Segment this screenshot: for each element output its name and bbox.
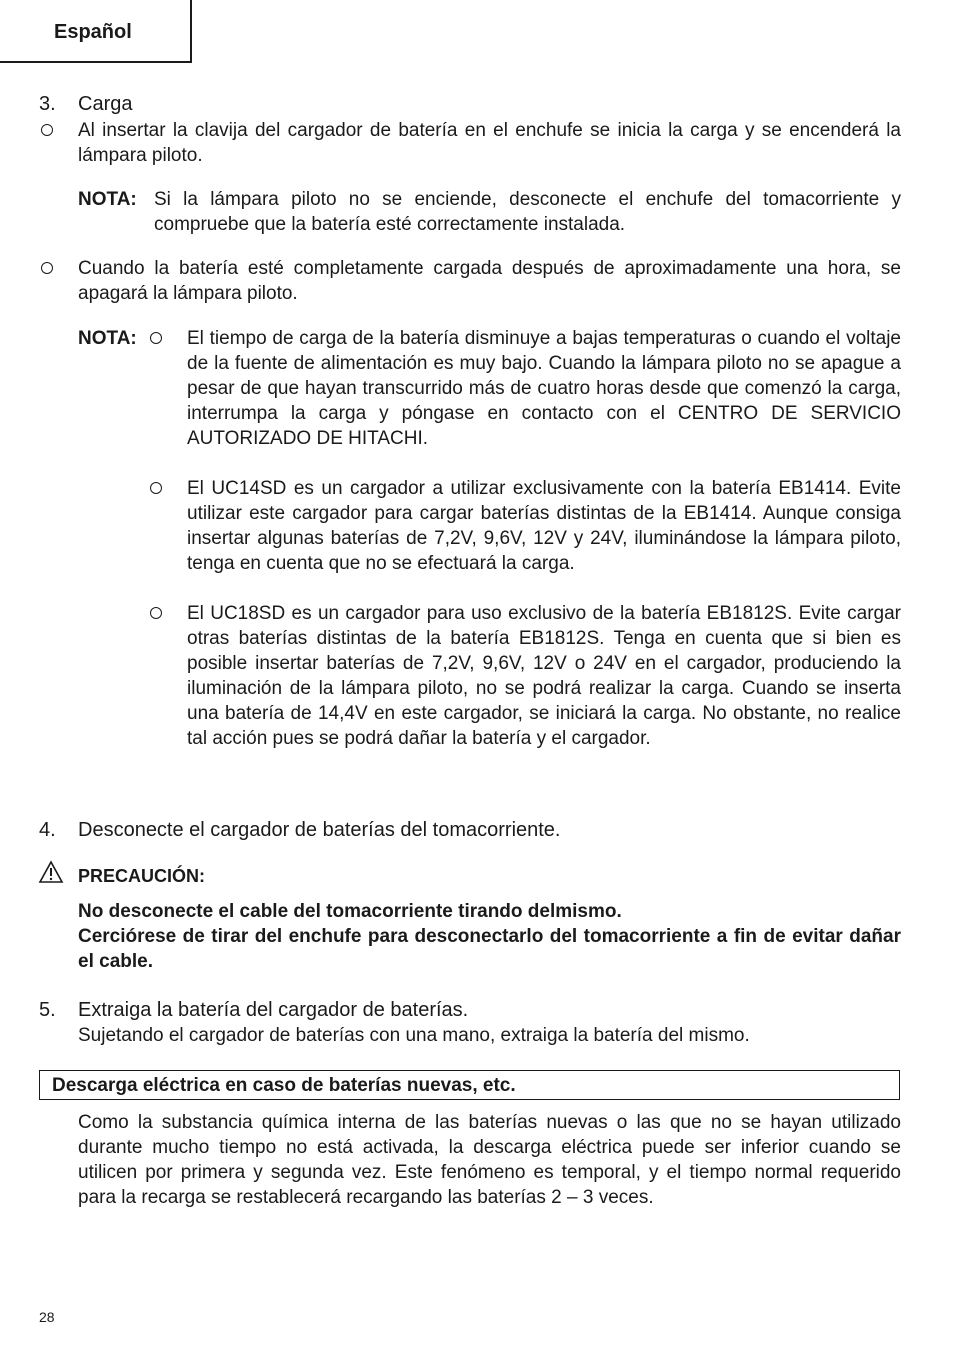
bullet-circle-icon [41, 124, 53, 136]
section-number: 4. [39, 819, 56, 841]
note-label: NOTA: [78, 189, 137, 210]
page-number: 28 [39, 1309, 55, 1325]
bullet-circle-icon [150, 607, 162, 619]
note-label: NOTA: [78, 328, 137, 349]
caution-line-1: No desconecte el cable del tomacorriente tirando delmismo. [78, 901, 622, 922]
note-text: Si la lámpara piloto no se enciende, desconecte el enchufe del tomacorriente y compruebe que la batería esté correctamente instalada. [154, 189, 901, 235]
section-number: 5. [39, 999, 56, 1021]
charging-bullet-1: Al insertar la clavija del cargador de batería en el enchufe se inicia la carga y se encenderá la lámpara piloto. [78, 120, 901, 166]
discharge-heading-box [39, 1070, 900, 1100]
note-item: El UC18SD es un cargador para uso exclusivo de la batería EB1812S. Evite cargar otras baterías distintas de la batería EB1812S. Tenga en cuenta que si bien es posible insertar baterías de 7,2V, 9,6V, 12V o 24V en el cargador, produciendo la iluminación de la lámpara piloto, no se podrá realizar la carga. Cuando se inserta una batería de 14,4V en este cargador, se iniciará la carga. No obstante, no realice tal acción pues se podrá dañar la batería y el cargador. [187, 603, 901, 749]
language-tab [0, 0, 192, 63]
section-title: Carga [78, 93, 133, 115]
section-number: 3. [39, 93, 56, 115]
caution-label: PRECAUCIÓN: [78, 866, 206, 886]
discharge-title: Descarga eléctrica en caso de baterías nuevas, etc. [52, 1075, 516, 1096]
language-label: Español [54, 21, 132, 43]
bullet-circle-icon [41, 262, 53, 274]
bullet-circle-icon [150, 482, 162, 494]
discharge-text: Como la substancia química interna de las baterías nuevas o las que no se hayan utilizado durante mucho tiempo no está activada, la descarga eléctrica puede ser inferior cuando se utilicen por primera y segunda vez. Este fenómeno es temporal, y el tiempo normal requerido para la recarga se restablecerá recargando las baterías 2 – 3 veces. [78, 1112, 901, 1208]
section-title: Extraiga la batería del cargador de baterías. [78, 999, 469, 1021]
caution-line-2: Cerciórese de tirar del enchufe para desconectarlo del tomacorriente a fin de evitar dañar el cable. [78, 926, 901, 972]
section-text: Sujetando el cargador de baterías con una mano, extraiga la batería del mismo. [78, 1025, 750, 1046]
note-item: El UC14SD es un cargador a utilizar exclusivamente con la batería EB1414. Evite utilizar este cargador para cargar baterías distintas de la EB1414. Aunque consiga insertar algunas baterías de 7,2V, 9,6V, 12V y 24V, iluminándose la lámpara piloto, tenga en cuenta que no se efectuará la carga. [187, 478, 901, 574]
bullet-circle-icon [150, 332, 162, 344]
section-title: Desconecte el cargador de baterías del tomacorriente. [78, 819, 561, 841]
warning-triangle-icon [38, 860, 64, 884]
note-item: El tiempo de carga de la batería disminuye a bajas temperaturas o cuando el voltaje de la fuente de alimentación es muy bajo. Cuando la lámpara piloto no se apague a pesar de que hayan transcurrido más de cuatro horas desde que comenzó la carga, interrumpa la carga y póngase en contacto con el CENTRO DE SERVICIO AUTORIZADO DE HITACHI. [187, 328, 901, 449]
charging-bullet-2: Cuando la batería esté completamente cargada después de aproximadamente una hora, se apagará la lámpara piloto. [78, 258, 901, 304]
